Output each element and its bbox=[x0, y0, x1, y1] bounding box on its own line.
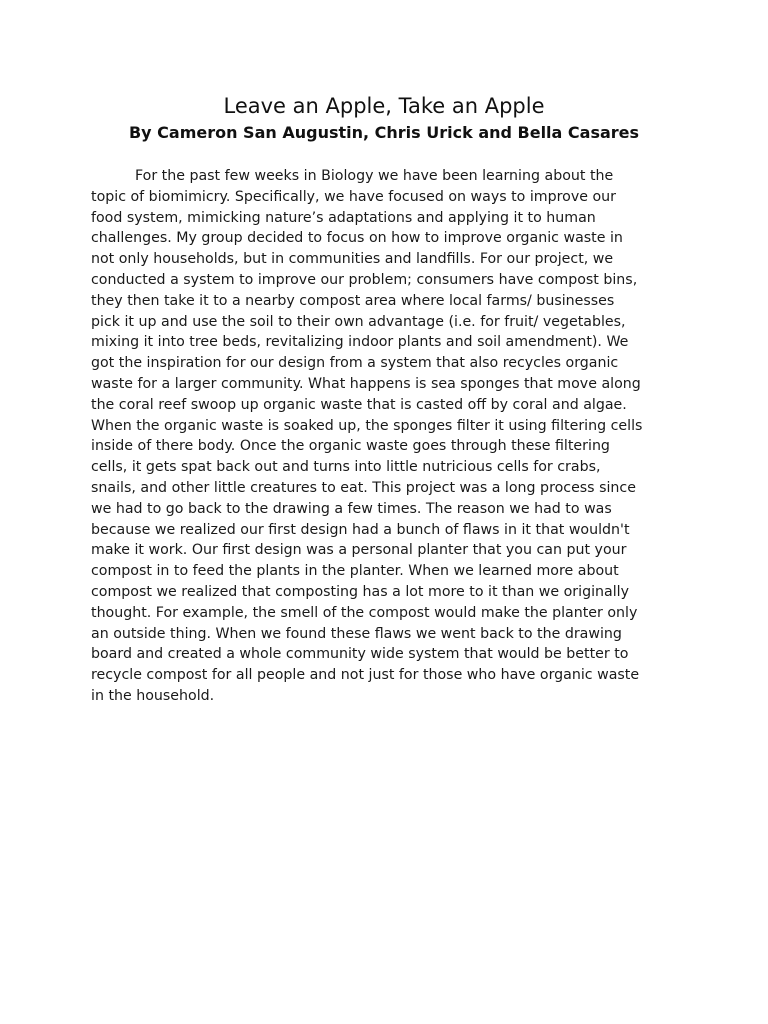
document-body bbox=[91, 166, 683, 707]
body-line: When the organic waste is soaked up, the sponges filter it using filtering cells bbox=[91, 417, 643, 434]
body-line: pick it up and use the soil to their own advantage (i.e. for fruit/ vegetables, bbox=[91, 313, 626, 330]
body-line: compost in to feed the plants in the planter. When we learned more about bbox=[91, 563, 619, 580]
body-line: the coral reef swoop up organic waste that is casted off by coral and algae. bbox=[91, 396, 627, 413]
body-line: board and created a whole community wide system that would be better to bbox=[91, 646, 629, 663]
body-line: snails, and other little creatures to eat. This project was a long process since bbox=[91, 479, 636, 496]
body-line: we had to go back to the drawing a few times. The reason we had to was bbox=[91, 500, 612, 517]
body-line: make it work. Our first design was a personal planter that you can put your bbox=[91, 542, 627, 559]
body-line: they then take it to a nearby compost area where local farms/ businesses bbox=[91, 292, 615, 309]
body-line: waste for a larger community. What happens is sea sponges that move along bbox=[91, 375, 641, 392]
document-title: Leave an Apple, Take an Apple bbox=[223, 94, 545, 118]
body-line: conducted a system to improve our problem; consumers have compost bins, bbox=[91, 271, 638, 288]
body-line: cells, it gets spat back out and turns into little nutricious cells for crabs, bbox=[91, 459, 601, 476]
document-byline: By Cameron San Augustin, Chris Urick and Bella Casares bbox=[128, 123, 640, 142]
body-line: topic of biomimicry. Specifically, we have focused on ways to improve our bbox=[91, 188, 616, 205]
body-line: challenges. My group decided to focus on how to improve organic waste in bbox=[91, 230, 623, 247]
body-line: mixing it into tree beds, revitalizing indoor plants and soil amendment). We bbox=[91, 334, 629, 351]
body-line: food system, mimicking nature’s adaptations and applying it to human bbox=[91, 209, 596, 226]
body-line: compost we realized that composting has a lot more to it than we originally bbox=[91, 583, 629, 600]
body-line: recycle compost for all people and not just for those who have organic waste bbox=[91, 667, 640, 684]
body-line: inside of there body. Once the organic waste goes through these filtering bbox=[91, 438, 610, 455]
body-line: For the past few weeks in Biology we have been learning about the bbox=[135, 168, 614, 184]
body-line: thought. For example, the smell of the compost would make the planter only bbox=[91, 604, 638, 621]
body-line: not only households, but in communities and landfills. For our project, we bbox=[91, 251, 614, 268]
body-line: got the inspiration for our design from a system that also recycles organic bbox=[91, 355, 619, 372]
body-line: an outside thing. When we found these flaws we went back to the drawing bbox=[91, 625, 622, 642]
body-line: in the household. bbox=[91, 687, 215, 704]
body-line: because we realized our first design had a bunch of flaws in it that wouldn't bbox=[91, 521, 630, 538]
